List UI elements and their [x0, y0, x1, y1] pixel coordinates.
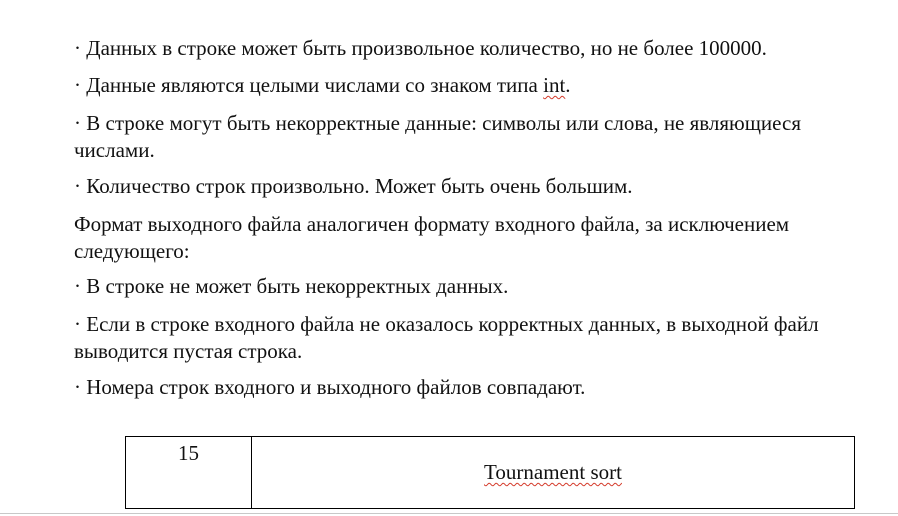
- variant-name: Tournament sort: [484, 460, 622, 484]
- paragraph-line-count: · Количество строк произвольно. Может быть очень большим.: [74, 174, 633, 198]
- page-bottom-divider: [0, 513, 898, 514]
- variant-name-cell: [252, 437, 855, 509]
- paragraph-data-type-text: · Данные являются целыми числами со знаком типа: [74, 73, 544, 97]
- paragraph-line-numbers: · Номера строк входного и выходного файлов совпадают.: [74, 375, 586, 399]
- paragraph-invalid-data: · В строке могут быть некорректные данные: символы или слова, не являющиеся числами.: [74, 111, 801, 162]
- variant-table: [125, 436, 855, 509]
- table-row: [126, 437, 855, 509]
- paragraph-empty-line: · Если в строке входного файла не оказалось корректных данных, в выходной файл выводится пустая строка.: [74, 312, 819, 363]
- paragraph-no-invalid-data: · В строке не может быть некорректных данных.: [74, 274, 509, 298]
- spellcheck-flagged-word: int: [543, 73, 566, 97]
- paragraph-data-count: · Данных в строке может быть произвольное количество, но не более 100000.: [74, 36, 767, 60]
- paragraph-data-type: [74, 72, 874, 99]
- paragraph-data-type-end: .: [565, 73, 571, 97]
- variant-number-cell: 15: [126, 437, 252, 509]
- paragraph-output-format: Формат выходного файла аналогичен формату входного файла, за исключением следующего:: [74, 212, 790, 263]
